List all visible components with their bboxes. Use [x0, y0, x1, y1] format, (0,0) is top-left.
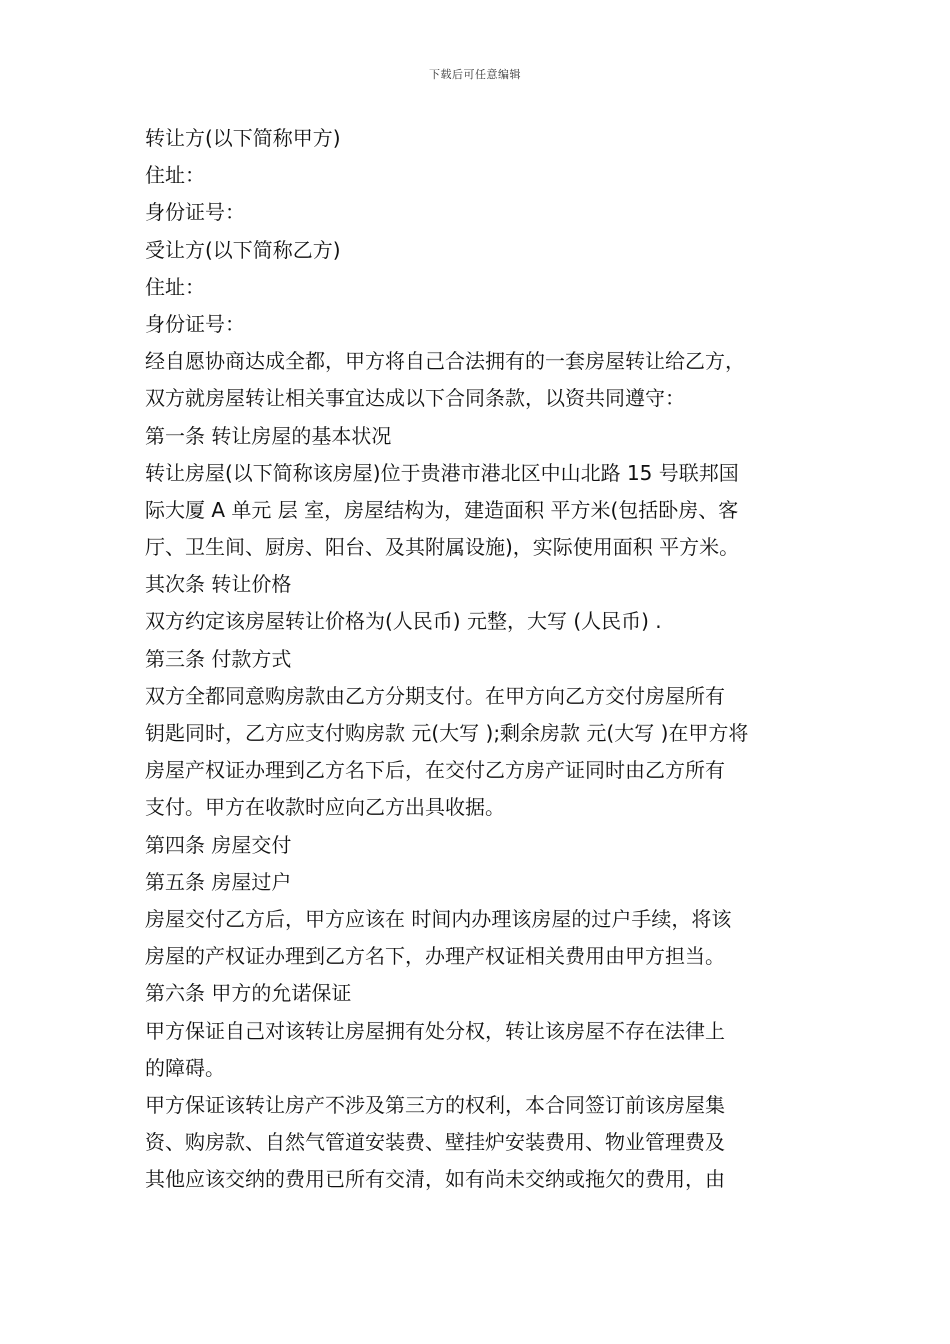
article-6-text: 甲方保证该转让房产不涉及第三方的权利，本合同签订前该房屋集: [145, 1092, 725, 1117]
article-3-text: 支付。甲方在收款时应向乙方出具收据。: [145, 795, 505, 820]
article-6-title: 第六条 甲方的允诺保证: [145, 981, 352, 1006]
preamble-line: 双方就房屋转让相关事宜达成以下合同条款，以资共同遵守：: [145, 386, 685, 411]
article-6-text: 资、购房款、自然气管道安装费、壁挂炉安装费用、物业管理费及: [145, 1130, 725, 1155]
article-3-text: 钥匙同时，乙方应支付购房款 元(大写 );剩余房款 元(大写 )在甲方将: [145, 721, 749, 745]
document-body: [145, 120, 825, 1198]
article-6-text: 甲方保证自己对该转让房屋拥有处分权，转让该房屋不存在法律上: [145, 1018, 725, 1043]
party-b-id-number: 身份证号：: [145, 311, 245, 336]
article-1-text: 厅、卫生间、厨房、阳台、及其附属设施)，实际使用面积 平方米。: [145, 535, 740, 560]
party-a-id-number: 身份证号：: [145, 200, 245, 225]
page-header: 下载后可任意编辑: [429, 68, 521, 81]
article-6-text: 其他应该交纳的费用已所有交清，如有尚未交纳或拖欠的费用，由: [145, 1167, 725, 1192]
party-b-heading: 受让方(以下简称乙方): [145, 237, 341, 262]
article-5-text: 房屋交付乙方后，甲方应该在 时间内办理该房屋的过户手续，将该: [145, 906, 732, 931]
article-1-text: 转让房屋(以下简称该房屋)位于贵港市港北区中山北路 15 号联邦国: [145, 460, 739, 485]
article-5-text: 房屋的产权证办理到乙方名下，办理产权证相关费用由甲方担当。: [145, 944, 725, 969]
article-1-text: 际大厦 A 单元 层 室，房屋结构为，建造面积 平方米(包括卧房、客: [145, 497, 739, 522]
party-b-address: 住址：: [145, 274, 205, 299]
article-6-text: 的障碍。: [145, 1055, 225, 1080]
article-3-title: 第三条 付款方式: [145, 646, 292, 671]
party-a-heading: 转让方(以下简称甲方): [145, 126, 341, 150]
article-2-title: 其次条 转让价格: [145, 572, 292, 597]
article-4-title: 第四条 房屋交付: [145, 832, 292, 857]
party-a-address: 住址：: [145, 163, 205, 188]
article-3-text: 双方全都同意购房款由乙方分期支付。在甲方向乙方交付房屋所有: [145, 683, 725, 708]
article-1-title: 第一条 转让房屋的基本状况: [145, 423, 392, 448]
article-3-text: 房屋产权证办理到乙方名下后，在交付乙方房产证同时由乙方所有: [145, 758, 725, 783]
article-2-text: 双方约定该房屋转让价格为(人民币) 元整，大写 (人民币) .: [145, 609, 662, 634]
article-5-title: 第五条 房屋过户: [145, 869, 292, 894]
preamble-line: 经自愿协商达成全都，甲方将自己合法拥有的一套房屋转让给乙方，: [145, 349, 745, 374]
